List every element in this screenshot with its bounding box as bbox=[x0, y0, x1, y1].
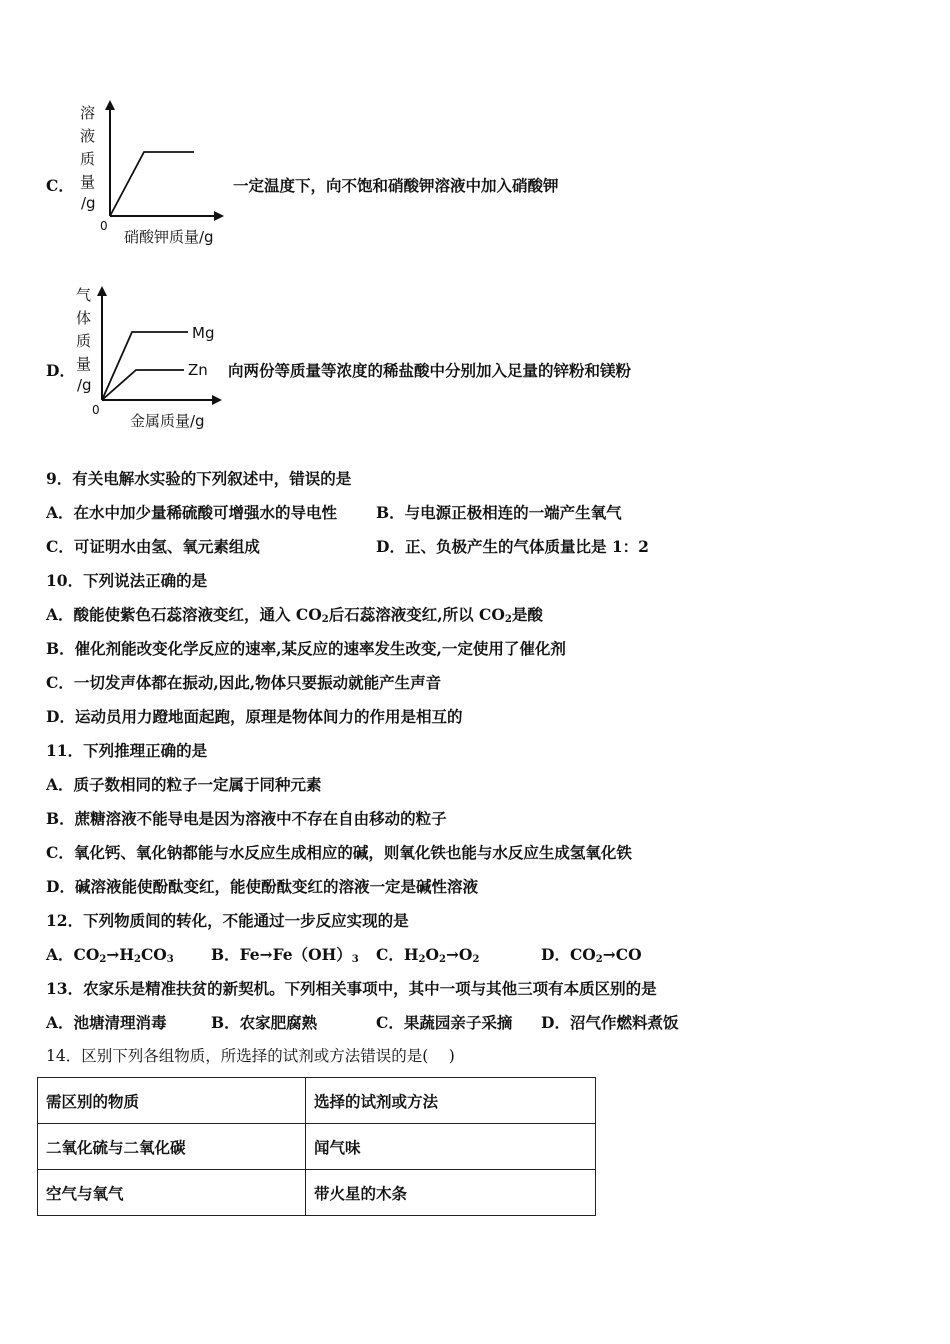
q13-option-d: D．沼气作燃料煮饭 bbox=[541, 1013, 679, 1032]
q8-optD-ylabel-0: 气 bbox=[76, 286, 92, 304]
q12-a-sub2: 2 bbox=[133, 954, 141, 965]
q12-c-sub2: 2 bbox=[438, 954, 446, 965]
q11-option-a: A．质子数相同的粒子一定属于同种元素 bbox=[46, 775, 322, 794]
q8-optC-chart bbox=[72, 96, 232, 252]
table-cell: 二氧化硫与二氧化碳 bbox=[38, 1124, 306, 1170]
q8-optC-y-arrow bbox=[105, 100, 115, 110]
q10-a-sub2: 2 bbox=[504, 614, 512, 625]
q8-optD-chart bbox=[70, 280, 230, 436]
q10-a-sub: 2 bbox=[321, 614, 329, 625]
q8-optD-y-arrow bbox=[97, 286, 107, 296]
q10-option-d: D．运动员用力蹬地面起跑，原理是物体间力的作用是相互的 bbox=[46, 707, 463, 726]
q10-stem: 10．下列说法正确的是 bbox=[46, 571, 208, 590]
table-cell: 闻气味 bbox=[306, 1124, 596, 1170]
table-row bbox=[38, 1170, 596, 1216]
q14-table bbox=[37, 1077, 596, 1216]
q12-option-d bbox=[541, 945, 642, 970]
q12-a-part1: A．CO bbox=[46, 945, 100, 964]
q12-d-part1: D．CO bbox=[541, 945, 596, 964]
q10-option-a bbox=[46, 605, 543, 630]
q8-optC-label: C． bbox=[46, 176, 74, 195]
q8-optD-xlabel: 金属质量/g bbox=[130, 412, 205, 430]
q12-option-c bbox=[376, 945, 479, 970]
q12-c-sub1: 2 bbox=[418, 954, 426, 965]
q8-optC-origin: 0 bbox=[100, 219, 108, 233]
q9-option-d: D．正、负极产生的气体质量比是 1：2 bbox=[376, 537, 649, 556]
q8-optC-ylabel-0: 溶 bbox=[80, 104, 96, 122]
q8-optD-text: 向两份等质量等浓度的稀盐酸中分别加入足量的锌粉和镁粉 bbox=[228, 361, 632, 380]
q12-a-sub1: 2 bbox=[99, 954, 107, 965]
q8-optC-ylabel-3: 量 bbox=[80, 173, 96, 191]
q12-c-part3: →O bbox=[445, 945, 473, 964]
q10-a-post: 是酸 bbox=[511, 605, 543, 624]
q8-optD-label: D． bbox=[46, 361, 75, 380]
q8-optC-xlabel: 硝酸钾质量/g bbox=[124, 228, 214, 246]
table-header-row bbox=[38, 1078, 596, 1124]
q8-optD-series-label-mg: Mg bbox=[192, 324, 215, 342]
q12-stem: 12．下列物质间的转化，不能通过一步反应实现的是 bbox=[46, 911, 409, 930]
q8-optC-text: 一定温度下，向不饱和硝酸钾溶液中加入硝酸钾 bbox=[233, 176, 559, 195]
table-row bbox=[38, 1124, 596, 1170]
table-cell: 空气与氧气 bbox=[38, 1170, 306, 1216]
q12-c-part2: O bbox=[425, 945, 439, 964]
table-header-cell: 需区别的物质 bbox=[38, 1078, 306, 1124]
q10-option-c: C．一切发声体都在振动,因此,物体只要振动就能产生声音 bbox=[46, 673, 442, 692]
q11-option-b: B．蔗糖溶液不能导电是因为溶液中不存在自由移动的粒子 bbox=[46, 809, 447, 828]
q8-optD-ylabel-4: /g bbox=[77, 376, 92, 394]
q8-optD-x-arrow bbox=[212, 395, 222, 405]
q9-stem: 9．有关电解水实验的下列叙述中，错误的是 bbox=[46, 469, 352, 488]
q8-optC-ylabel-1: 液 bbox=[80, 127, 96, 145]
table-header-cell: 选择的试剂或方法 bbox=[306, 1078, 596, 1124]
q11-stem: 11．下列推理正确的是 bbox=[46, 741, 208, 760]
q12-option-a bbox=[46, 945, 174, 970]
q10-option-b: B．催化剂能改变化学反应的速率,某反应的速率发生改变,一定使用了催化剂 bbox=[46, 639, 566, 658]
table-cell: 带火星的木条 bbox=[306, 1170, 596, 1216]
q8-optD-ylabel-3: 量 bbox=[76, 355, 92, 373]
q11-option-d: D．碱溶液能使酚酞变红，能使酚酞变红的溶液一定是碱性溶液 bbox=[46, 877, 478, 896]
q12-b-sub1: 3 bbox=[351, 954, 359, 965]
q13-stem: 13．农家乐是精准扶贫的新契机。下列相关事项中，其中一项与其他三项有本质区别的是 bbox=[46, 979, 657, 998]
q13-option-c: C．果蔬园亲子采摘 bbox=[376, 1013, 513, 1032]
q9-option-c: C．可证明水由氢、氧元素组成 bbox=[46, 537, 260, 556]
q14-stem: 14．区别下列各组物质，所选择的试剂或方法错误的是( ) bbox=[46, 1047, 455, 1065]
q8-optD-origin: 0 bbox=[92, 403, 100, 417]
q13-option-b: B．农家肥腐熟 bbox=[211, 1013, 318, 1032]
q12-option-b bbox=[211, 945, 359, 970]
q11-option-c: C．氧化钙、氧化钠都能与水反应生成相应的碱，则氧化铁也能与水反应生成氢氧化铁 bbox=[46, 843, 632, 862]
q8-optC-series-line bbox=[110, 152, 194, 216]
q8-optD-series-label-zn: Zn bbox=[188, 361, 208, 379]
q8-optC-x-arrow bbox=[214, 211, 224, 221]
q12-d-part2: →CO bbox=[602, 945, 642, 964]
q12-c-part1: C．H bbox=[376, 945, 419, 964]
q10-a-mid: 后石蕊溶液变红,所以 CO bbox=[328, 605, 505, 624]
q8-optC-ylabel-2: 质 bbox=[80, 150, 96, 168]
q13-option-a: A．池塘清理消毒 bbox=[46, 1013, 167, 1032]
q12-a-sub3: 3 bbox=[166, 954, 174, 965]
q12-b-part1: B．Fe→Fe（OH） bbox=[211, 945, 352, 964]
q8-optD-ylabel-2: 质 bbox=[76, 332, 92, 350]
q9-option-a: A．在水中加少量稀硫酸可增强水的导电性 bbox=[46, 503, 338, 522]
q9-option-b: B．与电源正极相连的一端产生氧气 bbox=[376, 503, 622, 522]
q8-optC-ylabel-4: /g bbox=[81, 194, 96, 212]
q12-d-sub1: 2 bbox=[595, 954, 603, 965]
q12-a-part3: CO bbox=[140, 945, 167, 964]
q8-optD-series-zn bbox=[102, 370, 184, 400]
q12-c-sub3: 2 bbox=[472, 954, 480, 965]
q10-a-pre: A．酸能使紫色石蕊溶液变红，通入 CO bbox=[46, 605, 322, 624]
q8-optD-ylabel-1: 体 bbox=[76, 309, 92, 327]
q12-a-part2: →H bbox=[106, 945, 134, 964]
